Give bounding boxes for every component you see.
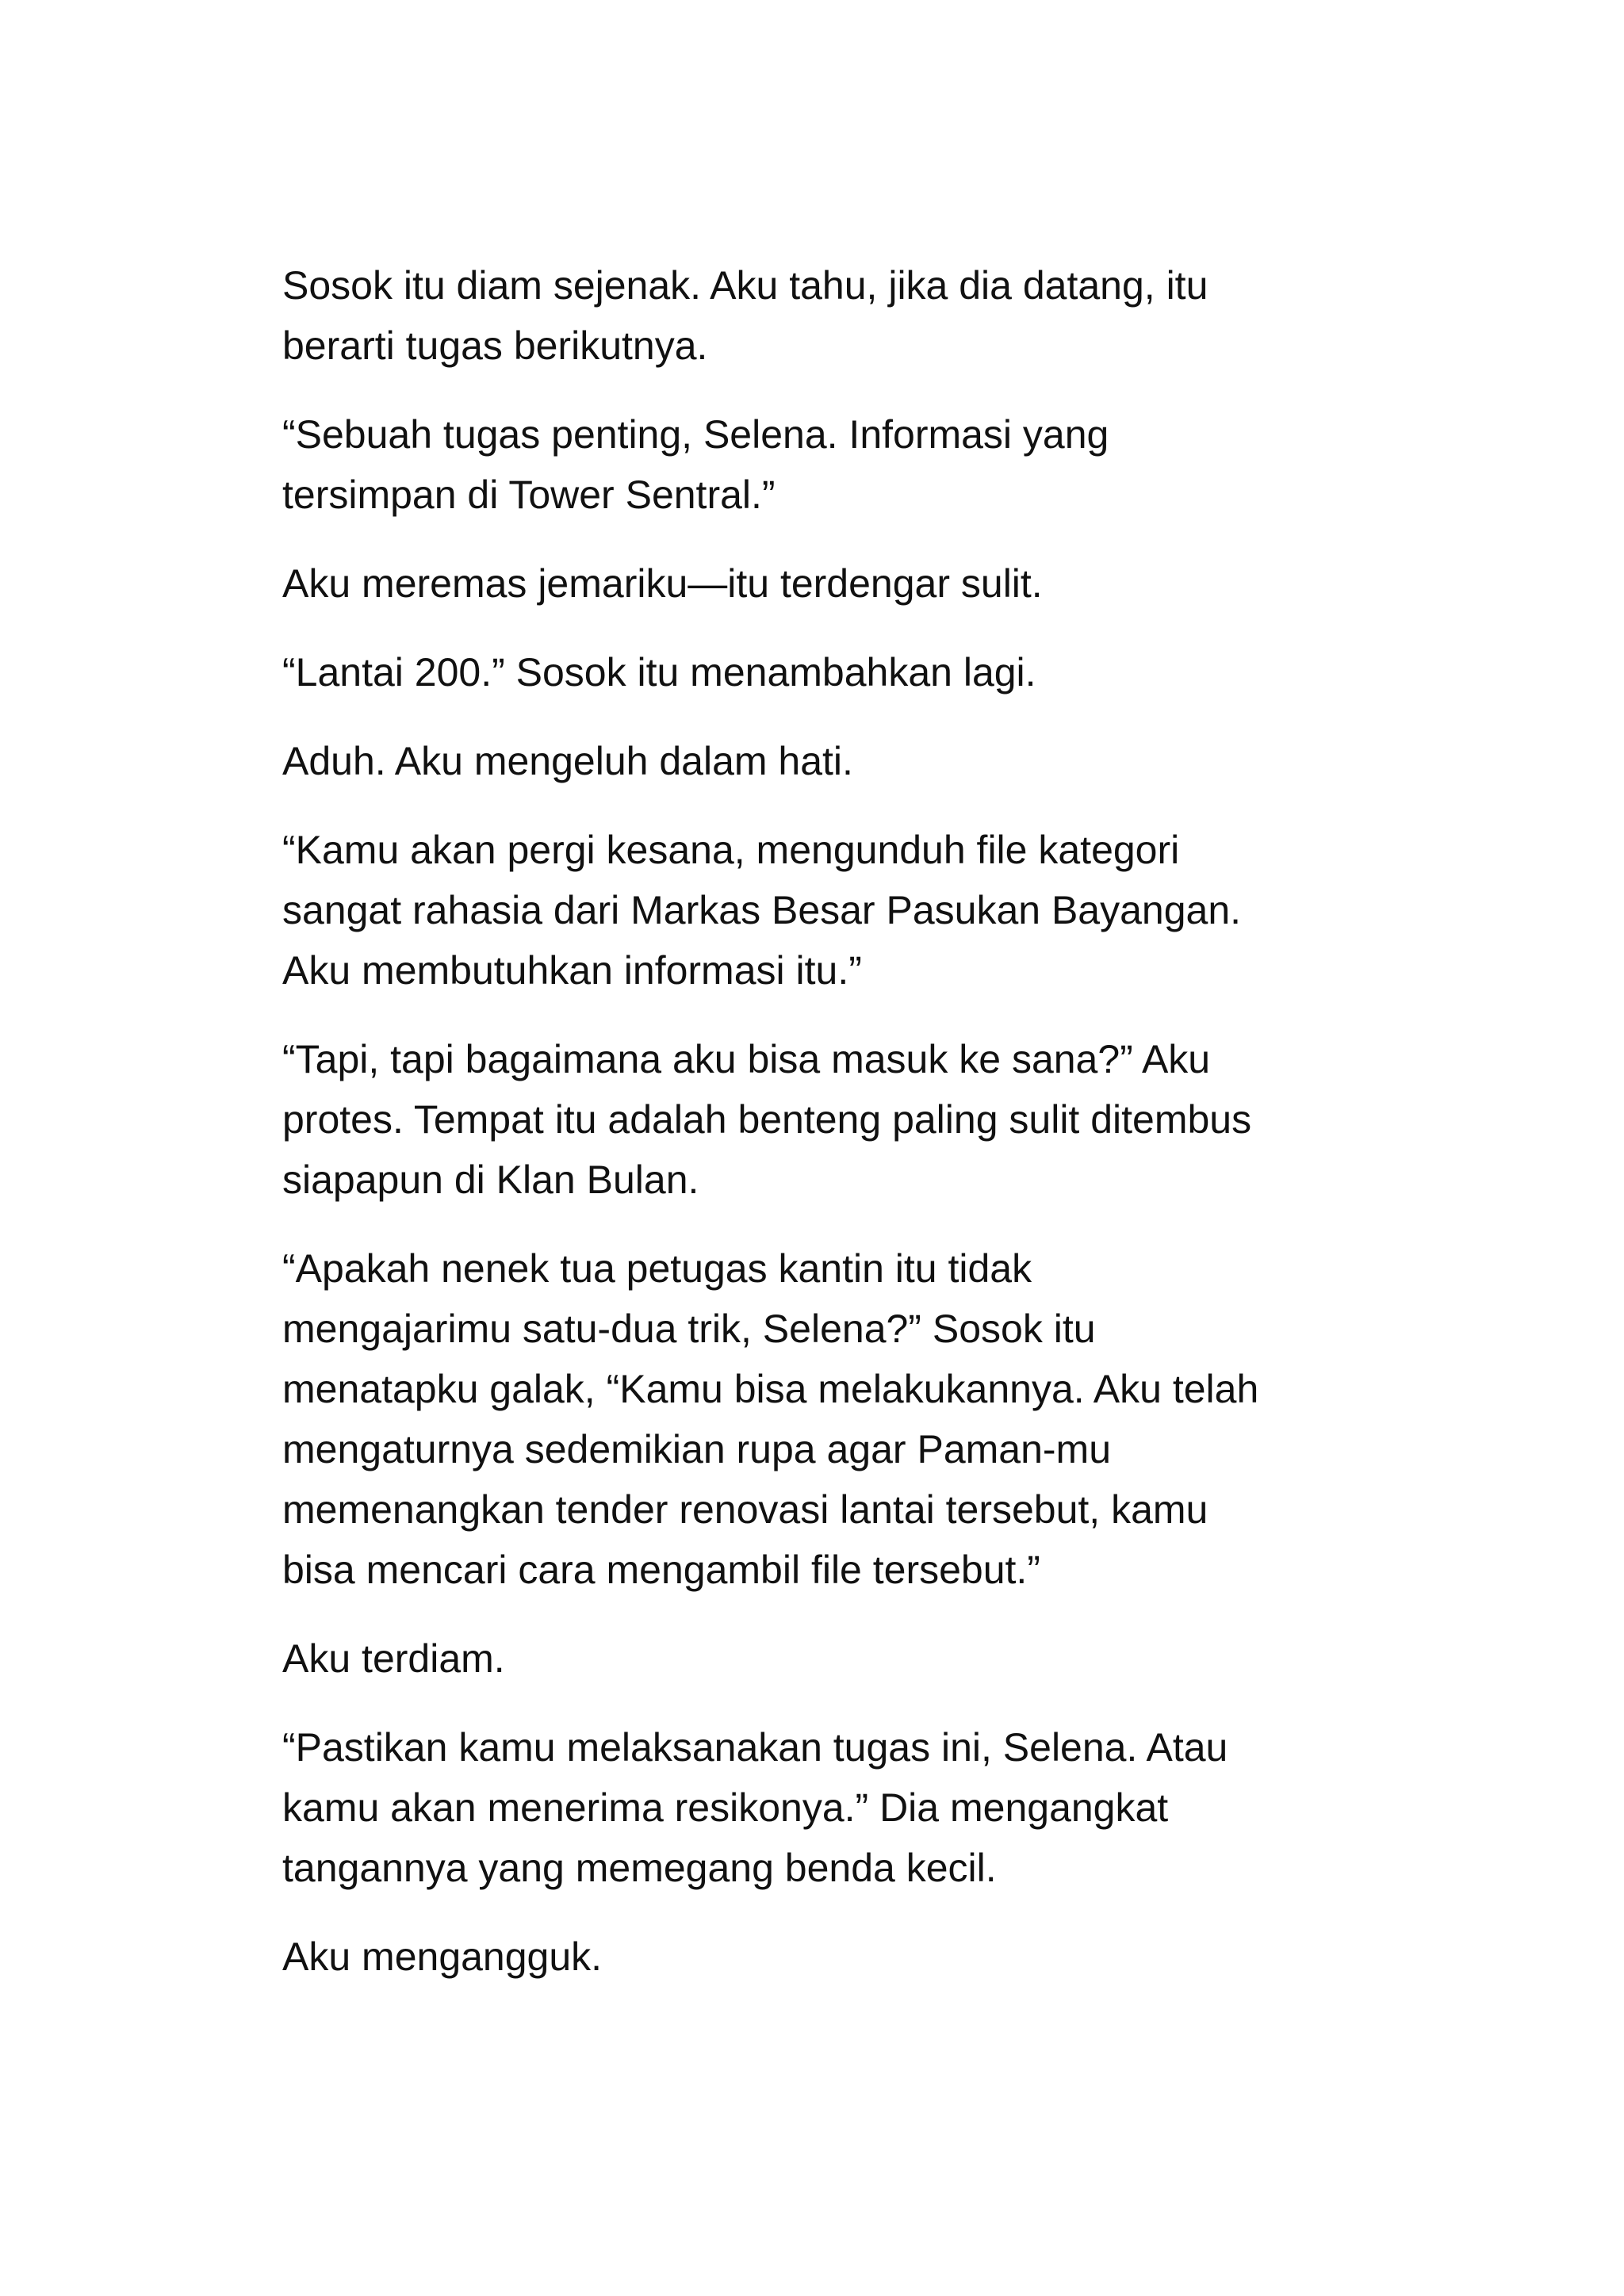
- paragraph: [282, 1238, 1392, 1600]
- text-line: Aku mengangguk.: [282, 1934, 603, 1979]
- paragraph: [282, 642, 1392, 702]
- text-line: siapapun di Klan Bulan.: [282, 1158, 699, 1202]
- text-line: “Tapi, tapi bagaimana aku bisa masuk ke sana?” Aku: [282, 1037, 1211, 1081]
- paragraph: [282, 553, 1392, 614]
- paragraph: [282, 1628, 1392, 1689]
- document-body: [282, 255, 1392, 2015]
- paragraph: [282, 820, 1392, 1001]
- text-line: Aduh. Aku mengeluh dalam hati.: [282, 739, 853, 783]
- text-line: Aku membutuhkan informasi itu.”: [282, 948, 862, 993]
- text-line: bisa mencari cara mengambil file tersebut.”: [282, 1548, 1040, 1592]
- paragraph: [282, 1717, 1392, 1898]
- text-line: memenangkan tender renovasi lantai tersebut, kamu: [282, 1487, 1208, 1532]
- paragraph: [282, 1927, 1392, 1987]
- text-line: “Sebuah tugas penting, Selena. Informasi yang: [282, 412, 1109, 457]
- text-line: mengaturnya sedemikian rupa agar Paman-mu: [282, 1427, 1111, 1471]
- text-line: kamu akan menerima resikonya.” Dia mengangkat: [282, 1785, 1169, 1830]
- text-line: Aku meremas jemariku—itu terdengar sulit.: [282, 561, 1043, 606]
- text-line: sangat rahasia dari Markas Besar Pasukan Bayangan.: [282, 888, 1242, 932]
- text-line: “Lantai 200.” Sosok itu menambahkan lagi.: [282, 650, 1036, 695]
- paragraph: [282, 731, 1392, 791]
- text-line: “Kamu akan pergi kesana, mengunduh file kategori: [282, 828, 1180, 872]
- text-line: menatapku galak, “Kamu bisa melakukannya. Aku telah: [282, 1367, 1259, 1411]
- text-line: Aku terdiam.: [282, 1636, 505, 1681]
- text-line: tersimpan di Tower Sentral.”: [282, 473, 776, 517]
- paragraph: [282, 404, 1392, 525]
- text-line: berarti tugas berikutnya.: [282, 323, 708, 368]
- text-line: mengajarimu satu-dua trik, Selena?” Sosok itu: [282, 1307, 1096, 1351]
- text-line: tangannya yang memegang benda kecil.: [282, 1846, 997, 1890]
- text-line: “Apakah nenek tua petugas kantin itu tidak: [282, 1246, 1032, 1291]
- paragraph: [282, 255, 1392, 376]
- text-line: “Pastikan kamu melaksanakan tugas ini, Selena. Atau: [282, 1725, 1228, 1770]
- text-line: Sosok itu diam sejenak. Aku tahu, jika dia datang, itu: [282, 263, 1208, 308]
- paragraph: [282, 1029, 1392, 1210]
- text-line: protes. Tempat itu adalah benteng paling sulit ditembus: [282, 1097, 1252, 1142]
